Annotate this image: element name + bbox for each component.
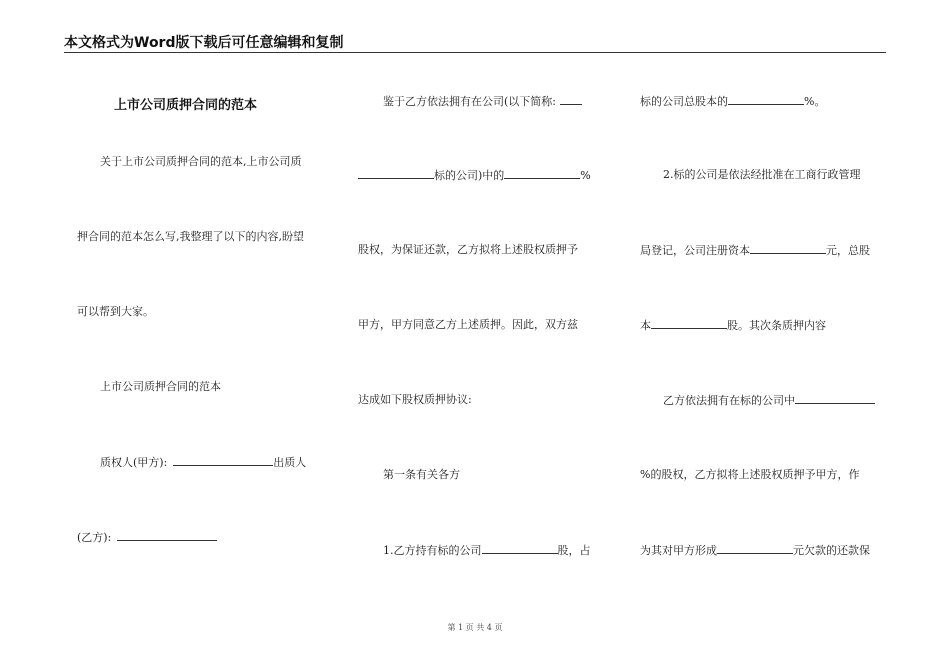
col3-line-5 [663, 393, 875, 408]
col3-line-3 [640, 243, 870, 258]
holding-blank [795, 393, 875, 404]
col3-line-2: 2.标的公司是依法经批准在工商行政管理 [663, 168, 861, 181]
col3-line-4-prefix: 本 [640, 319, 651, 332]
col2-line-3: 股权，为保证还款，乙方拟将上述股权质押予 [358, 243, 578, 256]
col3-line-3-text: 局登记，公司注册资本 [640, 244, 750, 257]
col2-line-5: 达成如下股权质押协议: [358, 393, 472, 406]
party-b-label: (乙方): [77, 531, 112, 544]
col2-line-1 [383, 94, 582, 109]
col1-line-5 [100, 455, 306, 470]
total-shares-blank [651, 318, 727, 329]
col3-line-3-suffix: 元，总股 [826, 244, 870, 257]
col2-line-7 [383, 543, 591, 558]
pledgor-label: 出质人 [273, 456, 307, 469]
pledgee-label: 质权人(甲方): [100, 456, 168, 469]
col3-line-4-text: 股。其次条质押内容 [727, 319, 826, 332]
col2-line-4: 甲方，甲方同意乙方上述质押。因此，双方兹 [358, 318, 578, 331]
col3-line-7-suffix: 元欠款的还款保 [793, 544, 870, 557]
document-title: 上市公司质押合同的范本 [114, 98, 258, 113]
page-number: 第 1 页 共 4 页 [447, 623, 503, 632]
col2-line-7-suffix: 股，占 [557, 544, 591, 557]
company-blank [358, 168, 434, 179]
col1-line-6 [77, 530, 217, 545]
percent-blank-1 [504, 168, 580, 179]
col1-line-2: 押合同的范本怎么写,我整理了以下的内容,盼望 [77, 230, 304, 243]
header-divider [64, 52, 886, 53]
col2-line-2 [358, 168, 591, 183]
percent-blank-2 [728, 94, 804, 105]
document-header: 本文格式为Word版下载后可任意编辑和复制 [64, 35, 344, 51]
col1-line-3: 可以帮到大家。 [77, 305, 154, 318]
shares-blank-1 [482, 543, 558, 554]
col3-line-7-text: 为其对甲方形成 [640, 544, 717, 557]
col3-line-6: %的股权，乙方拟将上述股权质押予甲方，作 [640, 468, 860, 481]
capital-blank [750, 243, 826, 254]
col2-line-2-text: 标的公司)中的 [434, 169, 505, 182]
col3-line-5-text: 乙方依法拥有在标的公司中 [663, 394, 795, 407]
col2-line-7-text: 1.乙方持有标的公司 [383, 544, 482, 557]
col3-line-1-suffix: %。 [804, 95, 826, 108]
col3-line-7 [640, 543, 870, 558]
col3-line-1 [640, 94, 825, 109]
debt-blank [717, 543, 793, 554]
article-1-heading: 第一条有关各方 [383, 468, 460, 481]
col3-line-4 [640, 318, 826, 333]
col1-line-1: 关于上市公司质押合同的范本,上市公司质 [100, 155, 302, 168]
pledgee-blank [173, 455, 273, 466]
col3-line-1-text: 标的公司总股本的 [640, 95, 728, 108]
short-name-blank [560, 94, 582, 105]
party-b-blank [117, 530, 217, 541]
col2-line-1-text: 鉴于乙方依法拥有在公司(以下简称: [383, 95, 556, 108]
col1-line-4: 上市公司质押合同的范本 [100, 380, 221, 393]
col2-line-2-percent: % [580, 169, 591, 182]
